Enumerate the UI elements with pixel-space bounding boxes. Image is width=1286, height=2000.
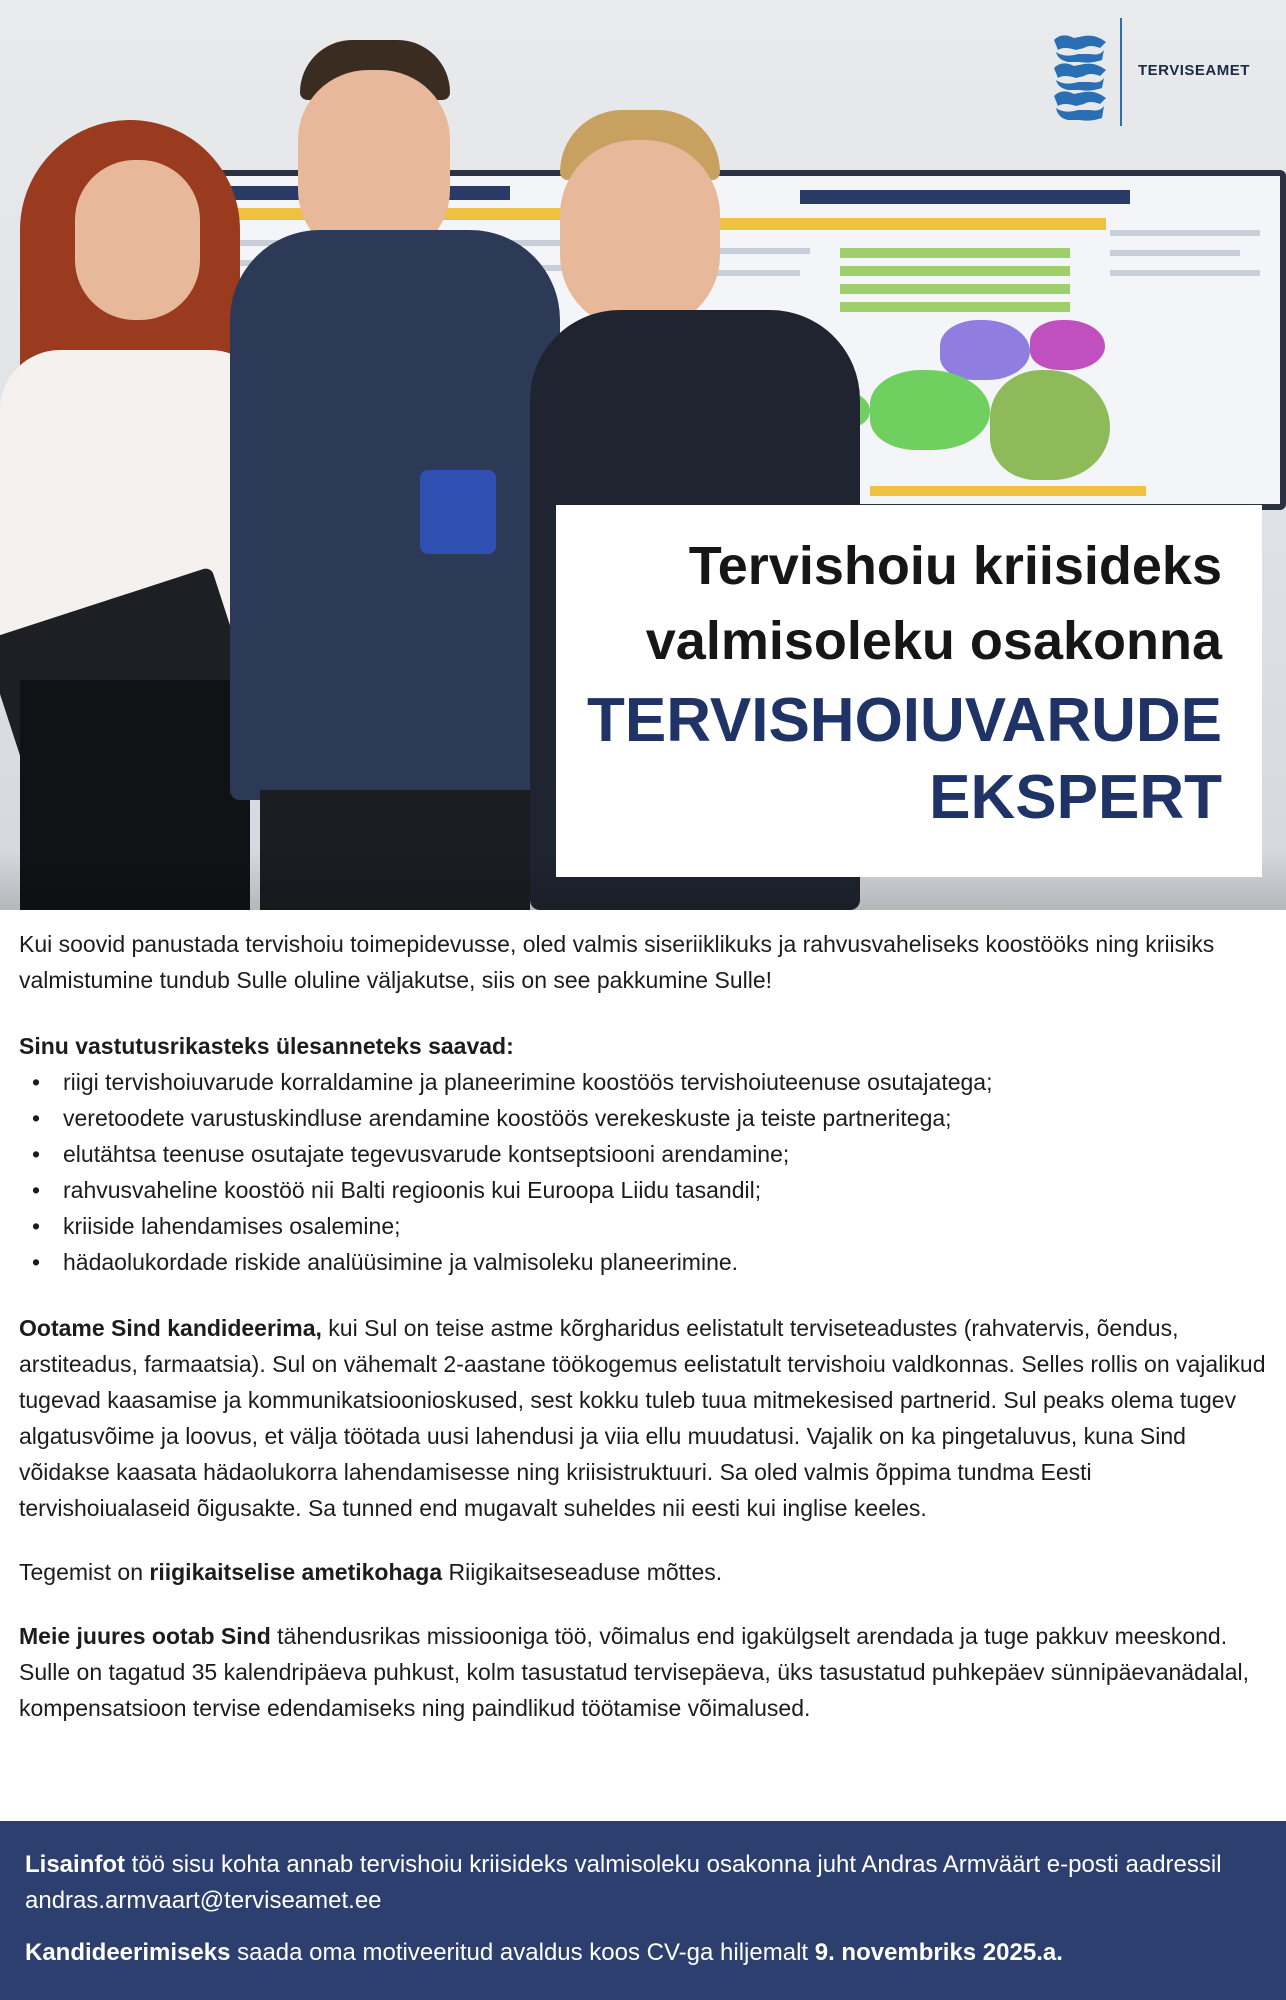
list-item: • hädaolukordade riskide analüüsimine ja valmisoleku planeerimine. [63, 1244, 1267, 1280]
defense-bold: riigikaitselise ametikohaga [149, 1559, 443, 1585]
info-text: töö sisu kohta annab tervishoiu kriisideks valmisoleku osakonna juht Andras Armväärt e-posti aadressil andras.armvaart@terviseamet.ee [25, 1851, 1222, 1914]
map-region-west [870, 370, 990, 450]
benefits-text: tähendusrikas missiooniga töö, võimalus end igakülgselt arendada ja tuge pakkuv meeskond. Sulle on tagatud 35 kalendripäeva puhkust, kolm tasustatud tervisepäeva, üks tasustatud puhkepäev sünnipäevanädalal, kompensatsioon tervise edendamiseks ning paindlikud töötamise võimalused. [19, 1623, 1250, 1721]
job-description [19, 926, 1267, 1754]
apply-lead: Kandideerimiseks [25, 1939, 231, 1966]
duties-list [19, 1064, 1267, 1280]
title-line-3: TERVISHOIUVARUDE [586, 686, 1222, 755]
requirements-paragraph [19, 1310, 1267, 1526]
list-item: • elutähtsa teenuse osutajate tegevusvarude kontseptsiooni arendamine; [63, 1136, 1267, 1172]
map-region-northeast [1030, 320, 1105, 370]
info-lead: Lisainfot [25, 1851, 125, 1878]
map-region-south [990, 370, 1110, 480]
list-item: • rahvusvaheline koostöö nii Balti regioonis kui Euroopa Liidu tasandil; [63, 1172, 1267, 1208]
benefits-paragraph [19, 1618, 1267, 1726]
hero-photo [0, 0, 1286, 910]
list-item: • riigi tervishoiuvarude korraldamine ja planeerimine koostöös tervishoiuteenuse osutajatega; [63, 1064, 1267, 1100]
title-line-2: valmisoleku osakonna [645, 611, 1222, 671]
title-line-1: Tervishoiu kriisideks [688, 536, 1222, 596]
benefits-lead: Meie juures ootab Sind [19, 1623, 271, 1649]
title-line-4: EKSPERT [929, 763, 1222, 832]
apply-text: saada oma motiveeritud avaldus koos CV-ga hiljemalt [230, 1939, 815, 1966]
duties-heading: Sinu vastutusrikasteks ülesanneteks saavad: [19, 1033, 514, 1059]
terviseamet-logo [1046, 18, 1271, 126]
logo-wordmark: TERVISEAMET [1138, 62, 1250, 79]
contact-footer [0, 1821, 1286, 2000]
person-man-center [230, 30, 560, 910]
requirements-lead: Ootame Sind kandideerima, [19, 1315, 322, 1341]
defense-pre: Tegemist on [19, 1559, 150, 1585]
list-item: • kriiside lahendamises osalemine; [63, 1208, 1267, 1244]
list-item: • veretoodete varustuskindluse arendamine koostöös verekeskuste ja teiste partneritega; [63, 1100, 1267, 1136]
contact-info [25, 1847, 1245, 1919]
defense-post: Riigikaitseseaduse mõttes. [442, 1559, 723, 1585]
defense-paragraph [19, 1554, 1267, 1590]
apply-deadline: 9. novembriks 2025.a. [814, 1939, 1063, 1966]
coat-of-arms-icon [1050, 32, 1110, 122]
intro-paragraph: Kui soovid panustada tervishoiu toimepidevusse, oled valmis siseriiklikuks ja rahvusvaheliseks koostööks ning kriisiks valmistumine tundub Sulle oluline väljakutse, siis on see pakkumine Sulle! [19, 931, 1215, 993]
map-region-north [940, 320, 1030, 380]
job-title-box [556, 505, 1262, 877]
requirements-text: kui Sul on teise astme kõrgharidus eelistatult terviseteadustes (rahvatervis, õendus, arstiteadus, farmaatsia). Sul on vähemalt 2-aastane töökogemus eelistatult tervishoiu valdkonnas. Selles rollis on vajalikud tugevad kaasamise ja kommunikatsioonioskused, sest kokku tuleb tuua mitmekesised partnerid. Sul peaks olema tugev algatusvõime ja loovus, et välja töötada uusi lahendusi ja viia ellu muudatusi. Vajalik on ka pingetaluvus, kuna Sind võidakse kaasata hädaolukorra lahendamisesse ning kriisistruktuuri. Sa oled valmis õppima tundma Eesti tervishoiualaseid õigusakte. Sa tunned end mugavalt suheldes nii eesti kui inglise keeles. [19, 1315, 1266, 1521]
apply-info [25, 1935, 1245, 1971]
